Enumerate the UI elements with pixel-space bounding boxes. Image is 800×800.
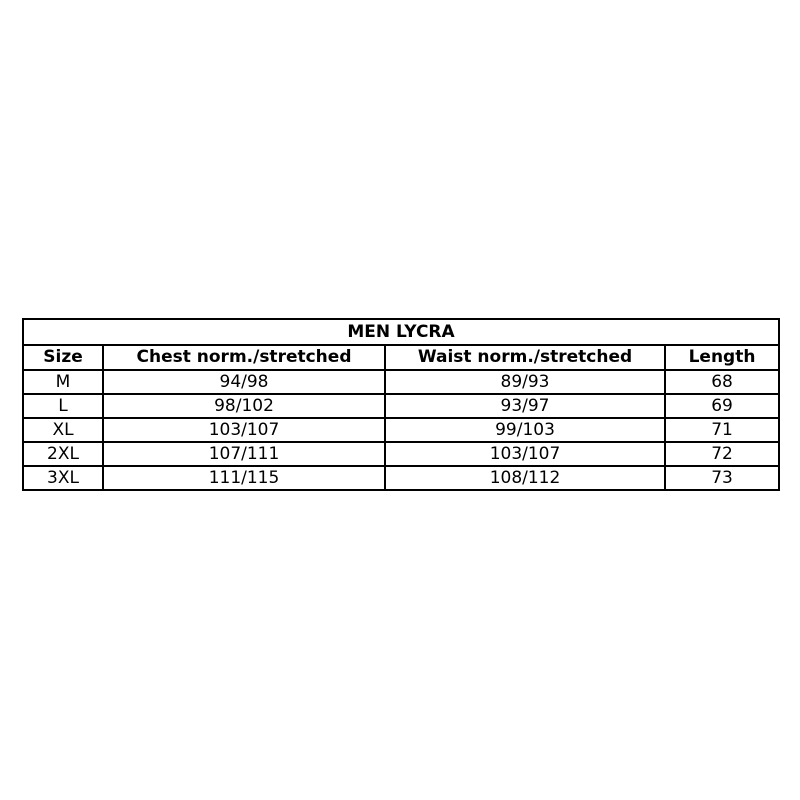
cell-size: 3XL [23,466,103,490]
cell-size: M [23,370,103,394]
cell-chest: 103/107 [103,418,385,442]
cell-size: 2XL [23,442,103,466]
size-table [22,318,780,491]
cell-chest: 107/111 [103,442,385,466]
table-title-row [23,319,779,345]
cell-size: L [23,394,103,418]
cell-waist: 108/112 [385,466,665,490]
table-row [23,418,779,442]
table-row [23,466,779,490]
cell-waist: 93/97 [385,394,665,418]
cell-chest: 98/102 [103,394,385,418]
table-header-row [23,345,779,370]
table-row [23,442,779,466]
table-title: MEN LYCRA [23,319,779,345]
size-chart [22,318,778,491]
cell-chest: 111/115 [103,466,385,490]
cell-length: 69 [665,394,779,418]
header-length: Length [665,345,779,370]
cell-size: XL [23,418,103,442]
cell-length: 72 [665,442,779,466]
cell-waist: 89/93 [385,370,665,394]
header-chest: Chest norm./stretched [103,345,385,370]
cell-chest: 94/98 [103,370,385,394]
cell-length: 68 [665,370,779,394]
table-row [23,394,779,418]
header-waist: Waist norm./stretched [385,345,665,370]
table-row [23,370,779,394]
cell-waist: 99/103 [385,418,665,442]
cell-waist: 103/107 [385,442,665,466]
header-size: Size [23,345,103,370]
cell-length: 73 [665,466,779,490]
cell-length: 71 [665,418,779,442]
